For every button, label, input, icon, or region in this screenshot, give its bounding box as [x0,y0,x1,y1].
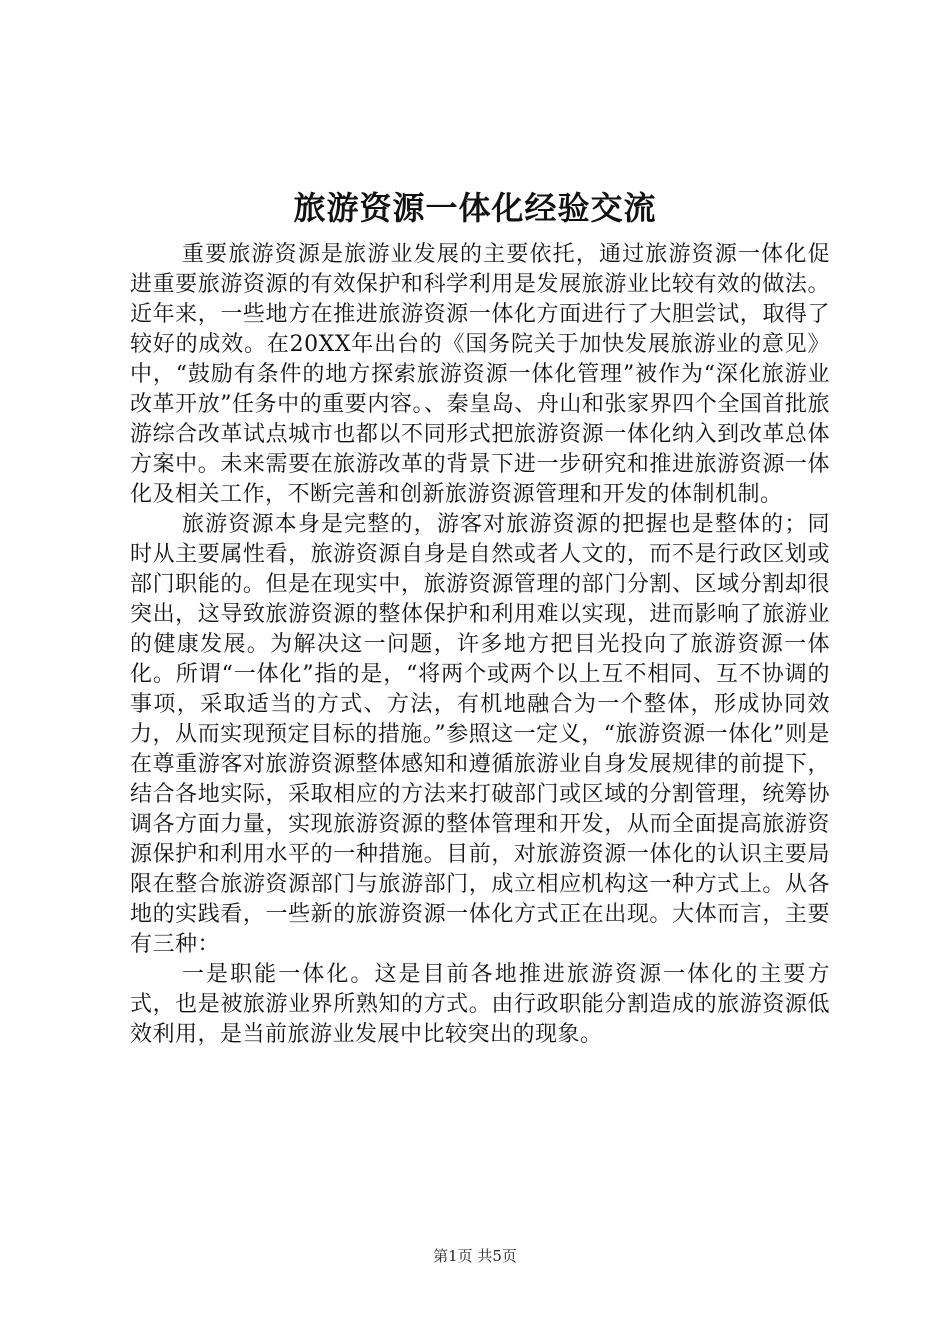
paragraph-3: 一是职能一体化。这是目前各地推进旅游资源一体化的主要方式，也是被旅游业界所熟知的方式。由行政职能分割造成的旅游资源低效利用，是当前旅游业发展中比较突出的现象。 [130,962,830,1047]
paragraph-2: 旅游资源本身是完整的，游客对旅游资源的把握也是整体的；同时从主要属性看，旅游资源自身是自然或者人文的，而不是行政区划或部门职能的。但是在现实中，旅游资源管理的部门分割、区域分割却很突出，这导致旅游资源的整体保护和利用难以实现，进而影响了旅游业的健康发展。为解决这一问题，许多地方把目光投向了旅游资源一体化。所谓“一体化”指的是，“将两个或两个以上互不相同、互不协调的事项，采取适当的方式、方法，有机地融合为一个整体，形成协同效力，从而实现预定目标的措施。”参照这一定义，“旅游资源一体化”则是在尊重游客对旅游资源整体感知和遵循旅游业自身发展规律的前提下，结合各地实际，采取相应的方法来打破部门或区域的分割管理，统筹协调各方面力量，实现旅游资源的整体管理和开发，从而全面提高旅游资源保护和利用水平的一种措施。目前，对旅游资源一体化的认识主要局限在整合旅游资源部门与旅游部门，成立相应机构这一种方式上。从各地的实践看，一些新的旅游资源一体化方式正在出现。大体而言，主要有三种： [130,512,830,957]
paragraph-1: 重要旅游资源是旅游业发展的主要依托，通过旅游资源一体化促进重要旅游资源的有效保护和科学利用是发展旅游业比较有效的做法。近年来，一些地方在推进旅游资源一体化方面进行了大胆尝试，取得了较好的成效。在20XX年出台的《国务院关于加快发展旅游业的意见》中，“鼓励有条件的地方探索旅游资源一体化管理”被作为“深化旅游业改革开放”任务中的重要内容。、秦皇岛、舟山和张家界四个全国首批旅游综合改革试点城市也都以不同形式把旅游资源一体化纳入到改革总体方案中。未来需要在旅游改革的背景下进一步研究和推进旅游资源一体化及相关工作，不断完善和创新旅游资源管理和开发的体制机制。 [130,242,830,507]
document-body [130,240,830,1050]
page-number-footer: 第1页 共5页 [433,1247,517,1265]
document-title: 旅游资源一体化经验交流 [293,189,657,227]
